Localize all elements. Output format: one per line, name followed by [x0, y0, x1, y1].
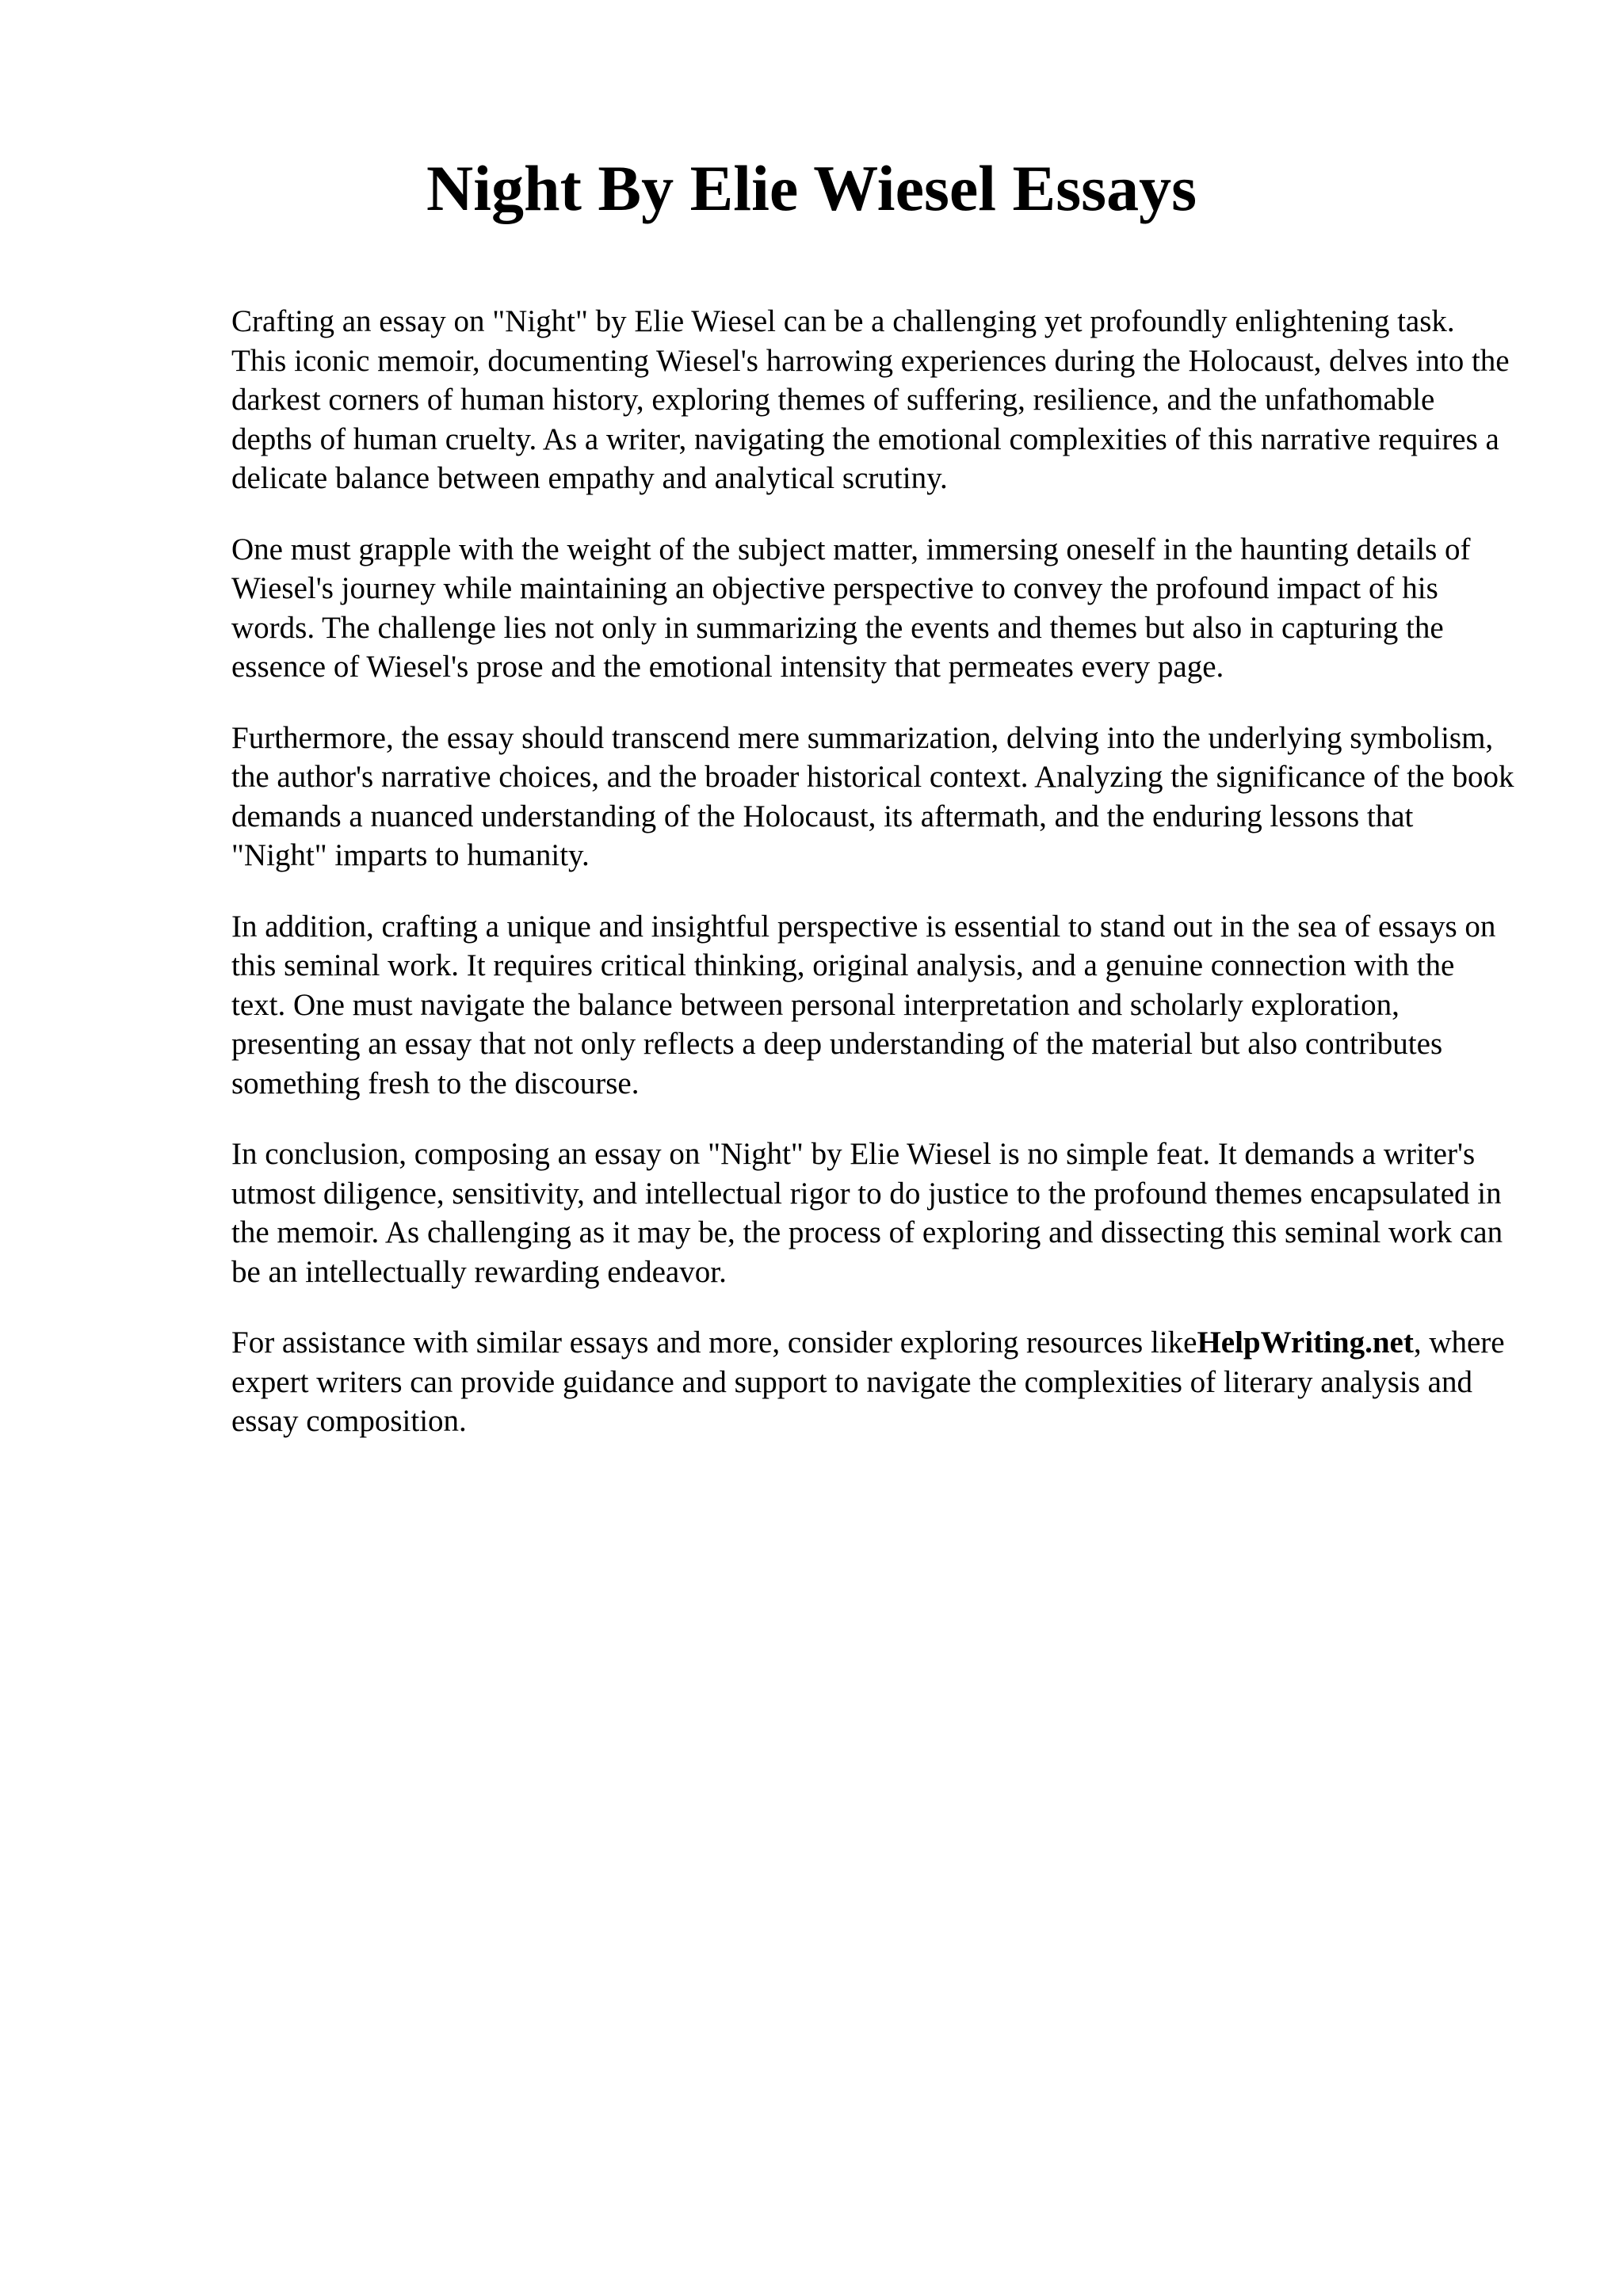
closing-text-after: , where expert writers can provide guidance and support to navigate the complexities of literary analysis and essay composition. — [231, 1325, 1505, 1438]
closing-paragraph — [231, 1323, 1515, 1441]
paragraph-5: In conclusion, composing an essay on "Night" by Elie Wiesel is no simple feat. It demands a writer's utmost diligence, sensitivity, and intellectual rigor to do justice to the profound themes encapsulated in the memoir. As challenging as it may be, the process of exploring and dissecting this seminal work can be an intellectually rewarding endeavor. — [231, 1137, 1503, 1289]
closing-text-before: For assistance with similar essays and more, consider exploring resources like — [231, 1325, 1197, 1360]
helpwriting-link[interactable]: HelpWriting.net — [1197, 1325, 1414, 1360]
paragraph-4: In addition, crafting a unique and insightful perspective is essential to stand out in the sea of essays on this seminal work. It requires critical thinking, original analysis, and a genuine connection with the text. One must navigate the balance between personal interpretation and scholarly exploration, presenting an essay that not only reflects a deep understanding of the material but also contributes something fresh to the discourse. — [231, 909, 1496, 1100]
document-body — [231, 302, 1515, 1441]
document-title: Night By Elie Wiesel Essays — [426, 152, 1197, 224]
paragraph-3: Furthermore, the essay should transcend mere summarization, delving into the underlying symbolism, the author's narrative choices, and the broader historical context. Analyzing the significance of the book demands a nuanced understanding of the Holocaust, its aftermath, and the enduring lessons that "Night" imparts to humanity. — [231, 720, 1514, 872]
paragraph-1: Crafting an essay on "Night" by Elie Wiesel can be a challenging yet profoundly enlightening task. This iconic memoir, documenting Wiesel's harrowing experiences during the Holocaust, delves into the darkest corners of human history, exploring themes of suffering, resilience, and the unfathomable depths of human cruelty. As a writer, navigating the emotional complexities of this narrative requires a delicate balance between empathy and analytical scrutiny. — [231, 304, 1510, 495]
paragraph-2: One must grapple with the weight of the subject matter, immersing oneself in the haunting details of Wiesel's journey while maintaining an objective perspective to convey the profound impact of his words. The challenge lies not only in summarizing the events and themes but also in capturing the essence of Wiesel's prose and the emotional intensity that permeates every page. — [231, 532, 1471, 684]
